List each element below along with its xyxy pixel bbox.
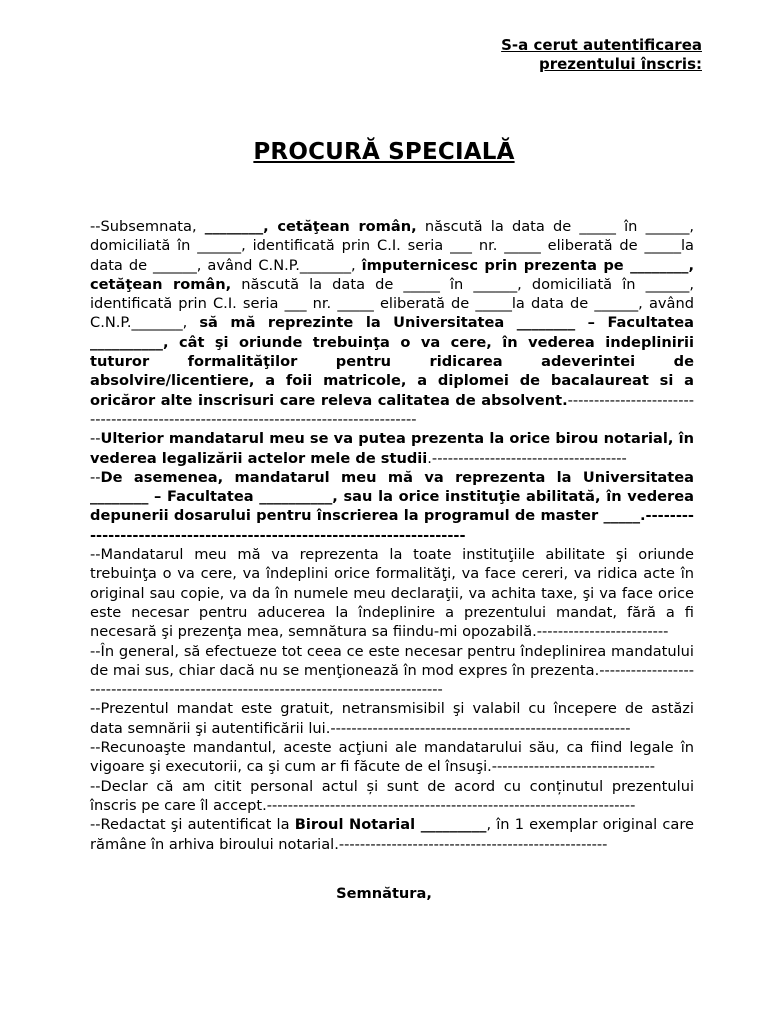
p2-text: Ulterior mandatarul meu se va putea prezenta la orice birou notarial, în vederea legalizării actelor mele de studii <box>90 430 694 467</box>
p3-prefix: -- <box>90 468 101 486</box>
paragraph-authentication <box>90 815 694 854</box>
authentication-request-note <box>501 36 702 74</box>
paragraph-notarial-legalization <box>90 429 694 468</box>
signature-label: Semnătura, <box>336 885 432 902</box>
p9-archive-text: , în 1 exemplar original care rămâne în arhiva biroului notarial.--------------------------------------------------- <box>90 816 694 853</box>
paragraph-master-application <box>90 468 694 545</box>
paragraph-general-clause: --În general, să efectueze tot ceea ce este necesar pentru îndeplinirea mandatului de mai sus, chiar dacă nu se menţionează în mod expres în prezenta.------------------------------------------------------------------------------------- <box>90 642 694 699</box>
p1-empower-clause: împuternicesc prin prezenta pe ________, cetăţean român, <box>90 256 694 293</box>
p1-representation-scope: să mă reprezinte la Universitatea ________ – Facultatea __________, cât şi oriunde trebuinţa o va cere, în vederea indeplinirii tuturor formalităţilor pentru ridicarea adeverintei de absolvire/licentiere, a foii matricole, a diplomei de bacalaureat si a oricăror alte inscrisuri care releva calitatea de absolvent. <box>90 314 694 409</box>
p9-intro: --Redactat şi autentificat la <box>90 816 295 834</box>
document-title: PROCURĂ SPECIALĂ <box>253 139 515 165</box>
p1-agent-details: născută la data de _____ în ______, domiciliată în ______, identificată prin C.I. seria ___ nr. _____ eliberată de _____la data de ______, având C.N.P._______, <box>90 275 694 332</box>
paragraph-mandate <box>90 217 694 429</box>
p9-notary-office: Biroul Notarial _________ <box>294 816 487 834</box>
paragraph-general-powers: --Mandatarul meu mă va reprezenta la toate instituţiile abilitate şi oriunde trebuinţa o va cere, va îndeplini orice formalităţi, va face cereri, va ridica acte în original sau copie, va da în numele meu declaraţii, va achita taxe, şi va face orice este necesar pentru aducerea la îndeplinire a prezentului mandat, fără a fi necesară şi prezenţa mea, semnătura sa fiindu-mi opozabilă.------------------------- <box>90 546 694 641</box>
authentication-note-line-2: prezentului înscris: <box>538 55 702 73</box>
document-body <box>90 217 694 854</box>
p2-prefix: -- <box>90 430 101 448</box>
paragraph-free-mandate: --Prezentul mandat este gratuit, netransmisibil şi valabil cu începere de astăzi data semnării şi autentificării lui.--------------------------------------------------------- <box>90 700 694 737</box>
paragraph-declaration: --Declar că am citit personal actul și sunt de acord cu conținutul prezentului înscris pe care îl accept.---------------------------------------------------------------------- <box>90 777 694 814</box>
p1-intro: --Subsemnata, <box>90 218 205 235</box>
p2-filler: .------------------------------------- <box>427 449 627 467</box>
authentication-note-line-1: S-a cerut autentificarea <box>501 36 702 54</box>
p3-text: De asemenea, mandatarul meu mă va reprezenta la Universitatea ________ – Facultatea __________, sau la orice instituţie abilitată, în vederea depunerii dosarului pentru înscrierea la programul de master _____.---------------------------------------------------------------------- <box>90 468 694 544</box>
paragraph-recognition: --Recunoaşte mandantul, aceste acţiuni ale mandatarului său, ca fiind legale în vigoare şi executorii, ca şi cum ar fi făcute de el însuşi.------------------------------- <box>90 739 694 776</box>
p1-filler: -------------------------------------------------------------------------------------- <box>90 391 694 428</box>
p1-principal-details: născută la data de _____ în ______, domiciliată în ______, identificată prin C.I. seria ___ nr. _____ eliberată de _____la data de ______, având C.N.P._______, <box>90 218 695 274</box>
p1-principal-name: ________, cetăţean român, <box>204 218 417 235</box>
